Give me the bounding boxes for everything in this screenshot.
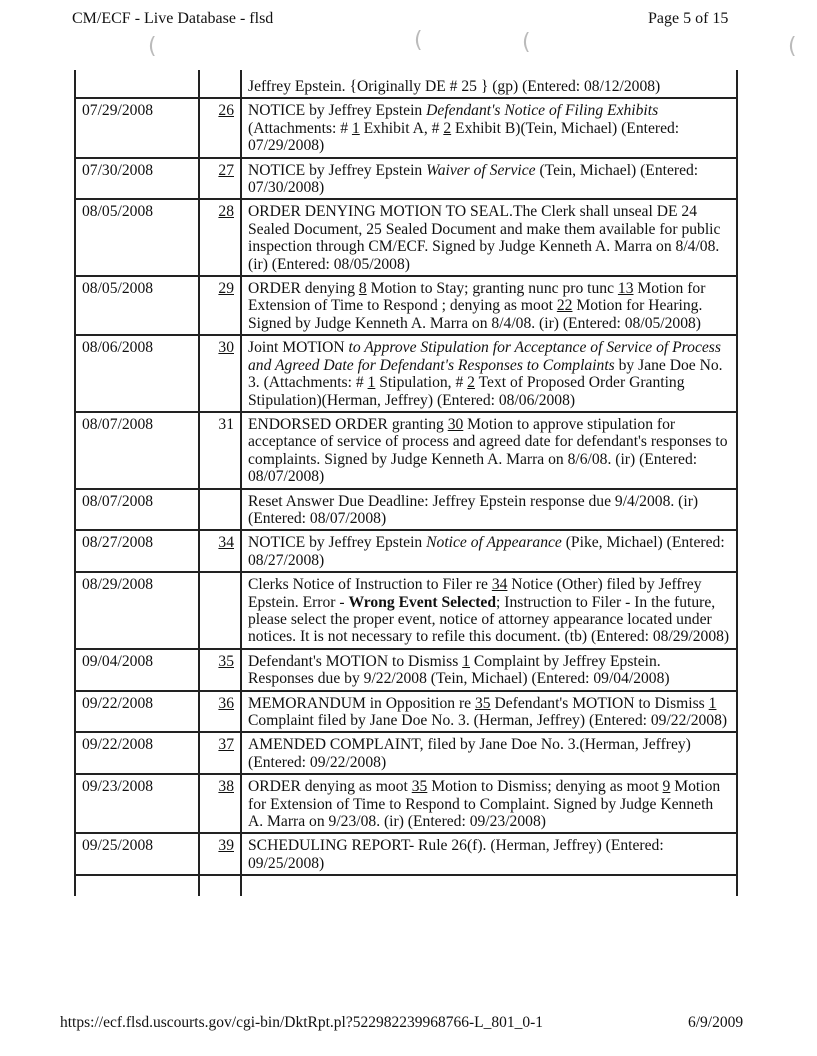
document-link[interactable]: 9: [662, 778, 671, 796]
docket-number: [199, 199, 241, 276]
document-link[interactable]: 35: [474, 694, 491, 712]
docket-date: 09/04/2008: [75, 649, 199, 691]
docket-number-link[interactable]: 28: [218, 203, 234, 221]
docket-row: [75, 732, 737, 774]
docket-number-link[interactable]: 37: [218, 736, 234, 754]
docket-number: [199, 732, 241, 774]
docket-text: [241, 530, 737, 572]
docket-date: 08/06/2008: [75, 335, 199, 412]
docket-number: [199, 691, 241, 733]
docket-text-segment: Motion for Extension of Time to Respond ; denying as moot: [248, 280, 706, 315]
docket-number-link[interactable]: 35: [218, 652, 234, 670]
page-number: Page 5 of 15: [648, 10, 729, 27]
docket-text: [241, 98, 737, 157]
docket-number: [199, 70, 241, 98]
docket-number-link[interactable]: 34: [218, 534, 234, 552]
docket-number: [199, 649, 241, 691]
footer-url[interactable]: https://ecf.flsd.uscourts.gov/cgi-bin/DktRpt.pl?522982239968766-L_801_0-1: [60, 1014, 544, 1031]
docket-text: [241, 199, 737, 276]
docket-number: [199, 335, 241, 412]
docket-text-segment: Motion to Stay; granting nunc pro tunc: [366, 280, 618, 298]
docket-text-segment: Motion for Hearing. Signed by Judge Kenneth A. Marra on 8/4/08. (ir) (Entered: 08/05/2008): [248, 297, 703, 332]
docket-text-segment: Notice of Appearance: [426, 534, 562, 552]
docket-text: [241, 691, 737, 733]
docket-text-segment: Defendant's MOTION to Dismiss: [248, 652, 463, 670]
docket-text-segment: Jeffrey Epstein. {Originally DE # 25 } (gp) (Entered: 08/12/2008): [248, 78, 661, 95]
docket-text-segment: Motion to Dismiss; denying as moot: [427, 778, 663, 796]
docket-text-segment: by Jane Doe No. 3. (Attachments: #: [248, 356, 723, 392]
docket-row: [75, 649, 737, 691]
docket-text: [241, 158, 737, 200]
docket-text: [241, 833, 737, 875]
docket-text-segment: to Approve Stipulation for Acceptance of Service of Process and Agreed Date for Defendant's Responses to Complaints: [248, 339, 721, 374]
docket-number-link[interactable]: 38: [218, 778, 234, 796]
docket-text-segment: Clerks Notice of Instruction to Filer re: [248, 576, 492, 594]
docket-row: [75, 158, 737, 200]
docket-date: 08/05/2008: [75, 199, 199, 276]
docket-text-segment: NOTICE by Jeffrey Epstein: [248, 161, 427, 179]
document-link[interactable]: 1: [351, 119, 360, 137]
docket-row: [75, 774, 737, 833]
docket-row: [75, 199, 737, 276]
docket-row: [75, 489, 737, 531]
docket-row: [75, 833, 737, 875]
document-link[interactable]: 1: [367, 374, 376, 392]
docket-text: [241, 732, 737, 774]
document-link[interactable]: 34: [491, 576, 508, 594]
document-link[interactable]: 1: [708, 694, 717, 712]
document-link[interactable]: 2: [443, 119, 452, 137]
docket-text-segment: AMENDED COMPLAINT, filed by Jane Doe No. 3.(Herman, Jeffrey) (Entered: 09/22/2008): [248, 736, 691, 771]
docket-date: [75, 875, 199, 896]
document-link[interactable]: 2: [467, 374, 475, 392]
docket-text-segment: Exhibit A, #: [359, 119, 444, 137]
docket-text-segment: Exhibit B)(Tein, Michael) (Entered: 07/29/2008): [248, 119, 680, 155]
docket-number-link[interactable]: 29: [218, 280, 234, 298]
docket-row: [75, 691, 737, 733]
docket-row: [75, 70, 737, 98]
docket-text-segment: (Pike, Michael) (Entered: 08/27/2008): [248, 534, 725, 569]
docket-text-segment: Waiver of Service: [426, 161, 536, 179]
docket-text-segment: Complaint filed by Jane Doe No. 3. (Herman, Jeffrey) (Entered: 09/22/2008): [248, 712, 728, 729]
docket-text: [241, 489, 737, 531]
docket-text: [241, 572, 737, 649]
docket-text-segment: (Tein, Michael) (Entered: 07/30/2008): [248, 161, 699, 197]
docket-row: [75, 335, 737, 412]
docket-date: 08/07/2008: [75, 412, 199, 489]
docket-text: [241, 649, 737, 691]
docket-text: [241, 335, 737, 412]
docket-date: 09/23/2008: [75, 774, 199, 833]
docket-text-segment: Reset Answer Due Deadline: Jeffrey Epstein response due 9/4/2008. (ir) (Entered: 08/07/2008): [248, 492, 699, 527]
docket-number: [199, 875, 241, 896]
docket-row: [75, 98, 737, 157]
docket-text-segment: ORDER denying as moot: [248, 778, 412, 796]
scan-mark: (: [522, 30, 531, 55]
docket-text-segment: ENDORSED ORDER granting: [248, 415, 448, 433]
docket-text-segment: MEMORANDUM in Opposition re: [248, 694, 475, 712]
docket-text-segment: ORDER DENYING MOTION TO SEAL.The Clerk shall unseal DE 24 Sealed Document, 25 Sealed Document and make them available for public inspection through CM/ECF. Signed by Judge Kenneth A. Marra on 8/4/08. (ir) (Entered: 08/05/2008): [248, 203, 721, 273]
docket-text-segment: Defendant's MOTION to Dismiss: [490, 694, 709, 712]
document-link[interactable]: 30: [447, 415, 464, 433]
docket-number-link[interactable]: 27: [218, 161, 234, 179]
docket-number-link[interactable]: 26: [218, 102, 234, 120]
docket-text-segment: NOTICE by Jeffrey Epstein: [248, 534, 427, 552]
docket-number-link[interactable]: 36: [218, 694, 234, 712]
docket-number: [199, 489, 241, 531]
docket-text-segment: Joint MOTION: [248, 339, 349, 357]
docket-text: [241, 774, 737, 833]
docket-text-segment: ; Instruction to Filer - In the future, please select the proper event, notice of attorney appearance located under notices. It is not necessary to refile this document. (tb) (Entered: 08/29/2008): [248, 593, 730, 646]
docket-text-segment: NOTICE by Jeffrey Epstein: [248, 102, 427, 120]
docket-date: 07/30/2008: [75, 158, 199, 200]
docket-row: [75, 572, 737, 649]
docket-row: [75, 875, 737, 896]
docket-date: 08/07/2008: [75, 489, 199, 531]
document-link[interactable]: 1: [462, 652, 470, 670]
docket-number: [199, 530, 241, 572]
docket-row: [75, 530, 737, 572]
docket-date: 08/05/2008: [75, 276, 199, 335]
docket-date: 08/29/2008: [75, 572, 199, 649]
docket-text: [241, 875, 737, 896]
docket-row: [75, 276, 737, 335]
docket-number: [199, 98, 241, 157]
docket-number: [199, 774, 241, 833]
docket-text-segment: Defendant's Notice of Filing Exhibits: [426, 102, 659, 120]
docket-number: [199, 572, 241, 649]
docket-number: [199, 833, 241, 875]
docket-text-segment: Motion to approve stipulation for acceptance of service of process and agreed date for defendant's responses to complaints. Signed by Judge Kenneth A. Marra on 8/6/08. (ir) (Entered: 08/07/2008): [248, 415, 728, 486]
docket-text-segment: Text of Proposed Order Granting Stipulation)(Herman, Jeffrey) (Entered: 08/06/2008): [248, 374, 685, 409]
docket-date: 08/27/2008: [75, 530, 199, 572]
docket-text: [241, 70, 737, 98]
docket-number: [199, 276, 241, 335]
document-link[interactable]: 22: [556, 297, 573, 315]
docket-text: [241, 276, 737, 335]
docket-table: [74, 70, 738, 896]
document-link[interactable]: 35: [411, 778, 428, 796]
docket-text-segment: Notice (Other) filed by Jeffrey Epstein. Error -: [248, 576, 702, 611]
docket-text: [241, 412, 737, 489]
docket-date: [75, 70, 199, 98]
docket-text-segment: Complaint by Jeffrey Epstein. Responses due by 9/22/2008 (Tein, Michael) (Entered: 09/04/2008): [248, 652, 670, 688]
docket-date: 09/22/2008: [75, 691, 199, 733]
docket-number: 31: [199, 412, 241, 489]
docket-text-segment: Motion for Extension of Time to Respond to Complaint. Signed by Judge Kenneth A. Marra on 9/23/08. (ir) (Entered: 09/23/2008): [248, 778, 721, 831]
docket-number-link[interactable]: 30: [218, 339, 234, 357]
footer-date: 6/9/2009: [688, 1014, 744, 1031]
document-link[interactable]: 13: [617, 280, 634, 298]
docket-number: [199, 158, 241, 200]
docket-number-link[interactable]: 39: [218, 837, 234, 855]
scan-mark: (: [788, 34, 797, 59]
docket-date: 09/22/2008: [75, 732, 199, 774]
docket-text-segment: (Attachments: #: [248, 119, 352, 137]
scan-mark: (: [148, 34, 157, 59]
page-header-title: CM/ECF - Live Database - flsd: [72, 10, 274, 27]
document-link[interactable]: 8: [358, 280, 367, 298]
scan-mark: (: [414, 28, 423, 53]
docket-text-segment: Wrong Event Selected: [348, 593, 497, 611]
docket-text-segment: ORDER denying: [248, 280, 359, 298]
docket-text-segment: SCHEDULING REPORT- Rule 26(f). (Herman, Jeffrey) (Entered: 09/25/2008): [248, 837, 664, 872]
docket-row: [75, 412, 737, 489]
docket-date: 07/29/2008: [75, 98, 199, 157]
docket-date: 09/25/2008: [75, 833, 199, 875]
docket-text-segment: Stipulation, #: [375, 374, 468, 392]
